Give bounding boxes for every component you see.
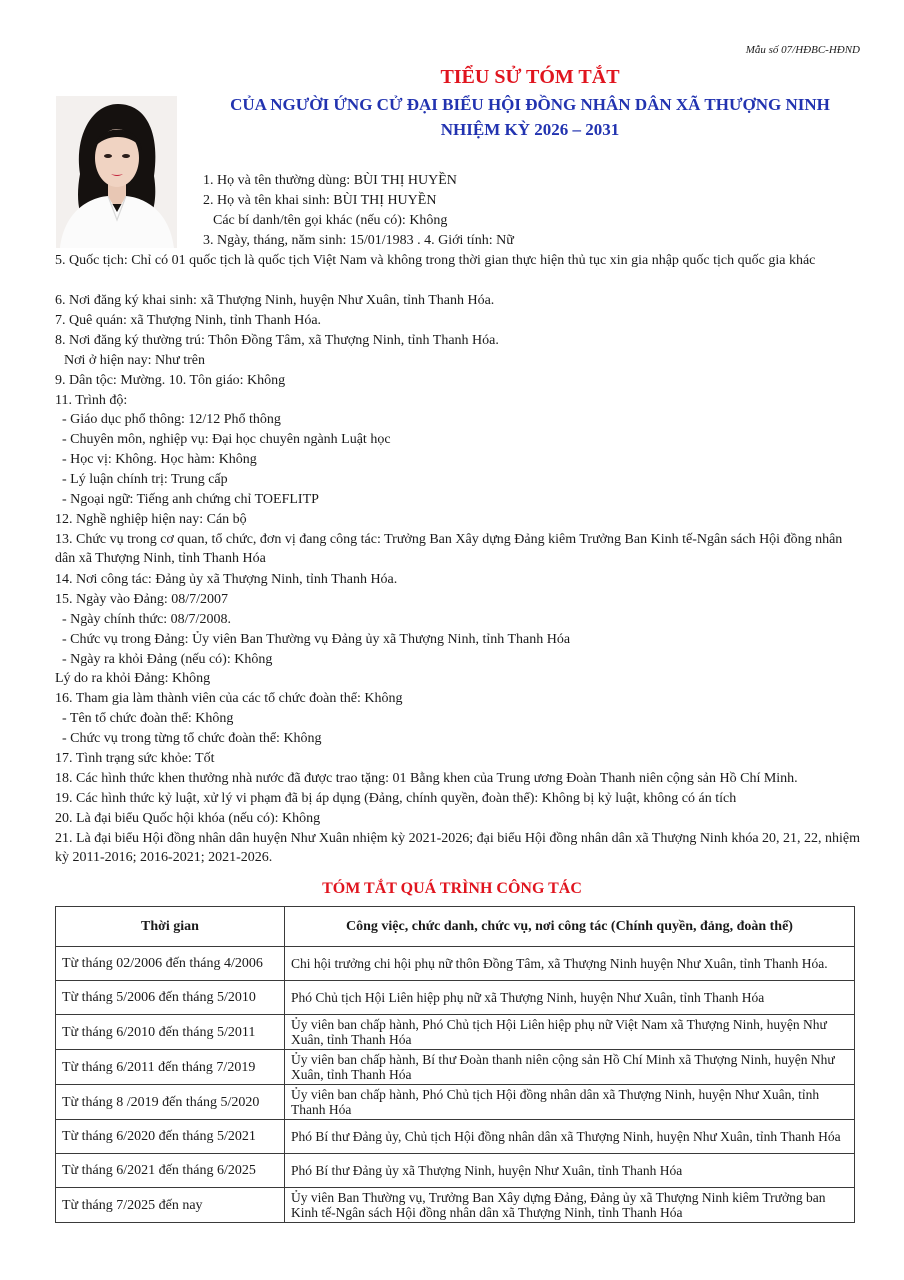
profile-organization-name: - Tên tổ chức đoàn thể: Không xyxy=(62,711,234,726)
profile-awards: 18. Các hình thức khen thưởng nhà nước đã được trao tặng: 01 Bằng khen của Trung ương Đoàn Thanh niên cộng sản Hồ Chí Minh. xyxy=(55,771,798,786)
career-period: Từ tháng 8 /2019 đến tháng 5/2020 xyxy=(56,1085,285,1120)
profile-aliases: Các bí danh/tên gọi khác (nếu có): Không xyxy=(213,213,448,228)
profile-specialization: - Chuyên môn, nghiệp vụ: Đại học chuyên ngành Luật học xyxy=(62,432,391,447)
table-row xyxy=(56,1085,855,1120)
profile-common-name: 1. Họ và tên thường dùng: BÙI THỊ HUYỀN xyxy=(203,173,457,188)
profile-current-residence: Nơi ở hiện nay: Như trên xyxy=(64,353,205,368)
profile-organizations: 16. Tham gia làm thành viên của các tổ chức đoàn thể: Không xyxy=(55,691,403,706)
career-duty: Chi hội trưởng chi hội phụ nữ thôn Đồng Tâm, xã Thượng Ninh huyện Như Xuân, tỉnh Thanh Hóa. xyxy=(285,947,855,981)
profile-birth-registration: 6. Nơi đăng ký khai sinh: xã Thượng Ninh, huyện Như Xuân, tỉnh Thanh Hóa. xyxy=(55,293,495,308)
profile-health: 17. Tình trạng sức khỏe: Tốt xyxy=(55,751,215,766)
profile-degree: - Học vị: Không. Học hàm: Không xyxy=(62,452,257,467)
career-period: Từ tháng 6/2021 đến tháng 6/2025 xyxy=(56,1154,285,1188)
career-header-duty: Công việc, chức danh, chức vụ, nơi công tác (Chính quyền, đảng, đoàn thể) xyxy=(285,907,855,947)
profile-ethnicity-religion: 9. Dân tộc: Mường. 10. Tôn giáo: Không xyxy=(55,373,286,388)
table-row xyxy=(56,1050,855,1085)
career-period: Từ tháng 02/2006 đến tháng 4/2006 xyxy=(56,947,285,981)
profile-workplace: 14. Nơi công tác: Đảng ủy xã Thượng Ninh, tỉnh Thanh Hóa. xyxy=(55,572,398,587)
table-row xyxy=(56,1154,855,1188)
table-row xyxy=(56,981,855,1015)
document-subtitle: CỦA NGƯỜI ỨNG CỬ ĐẠI BIỂU HỘI ĐỒNG NHÂN DÂN XÃ THƯỢNG NINH xyxy=(230,95,830,114)
profile-permanent-residence: 8. Nơi đăng ký thường trú: Thôn Đồng Tâm, xã Thượng Ninh, tỉnh Thanh Hóa. xyxy=(55,333,499,348)
profile-party-official-date: - Ngày chính thức: 08/7/2008. xyxy=(62,612,231,627)
candidate-portrait xyxy=(56,96,177,248)
career-table xyxy=(55,906,855,1223)
profile-party-join-date: 15. Ngày vào Đảng: 08/7/2007 xyxy=(55,592,229,607)
career-duty: Phó Chủ tịch Hội Liên hiệp phụ nữ xã Thượng Ninh, huyện Như Xuân, tỉnh Thanh Hóa xyxy=(285,981,855,1015)
career-section-title: TÓM TẮT QUÁ TRÌNH CÔNG TÁC xyxy=(322,880,582,897)
profile-general-education: - Giáo dục phổ thông: 12/12 Phổ thông xyxy=(62,412,281,427)
career-duty: Ủy viên Ban Thường vụ, Trưởng Ban Xây dựng Đảng, Đảng ủy xã Thượng Ninh kiêm Trưởng ban Kinh tế-Ngân sách Hội đồng nhân dân xã Thượng Ninh, tỉnh Thanh Hóa xyxy=(285,1188,855,1223)
profile-party-leave-date: - Ngày ra khỏi Đảng (nếu có): Không xyxy=(62,652,273,667)
profile-council-membership: 21. Là đại biểu Hội đồng nhân dân huyện Như Xuân nhiệm kỳ 2021-2026; đại biểu Hội đồng nhân dân xã Thượng Ninh khóa 20, 21, 22, nhiệm kỳ 2011-2016; 2016-2021; 2021-2026. xyxy=(55,831,861,865)
profile-occupation: 12. Nghề nghiệp hiện nay: Cán bộ xyxy=(55,512,247,527)
career-duty: Ủy viên ban chấp hành, Phó Chủ tịch Hội Liên hiệp phụ nữ Việt Nam xã Thượng Ninh, huyện Như Xuân, tỉnh Thanh Hóa xyxy=(285,1015,855,1050)
profile-nationality: 5. Quốc tịch: Chỉ có 01 quốc tịch là quốc tịch Việt Nam và không trong thời gian thực hiện thủ tục xin gia nhập quốc tịch quốc gia khác xyxy=(55,253,816,268)
profile-birth-name: 2. Họ và tên khai sinh: BÙI THỊ HUYỀN xyxy=(203,193,437,208)
table-row xyxy=(56,1188,855,1223)
profile-party-position: - Chức vụ trong Đảng: Ủy viên Ban Thường vụ Đảng ủy xã Thượng Ninh, tỉnh Thanh Hóa xyxy=(62,632,571,647)
document-title: TIỂU SỬ TÓM TẮT xyxy=(440,66,620,88)
profile-dob-gender: 3. Ngày, tháng, năm sinh: 15/01/1983 . 4. Giới tính: Nữ xyxy=(203,233,514,248)
profile-party-leave-reason: Lý do ra khỏi Đảng: Không xyxy=(55,671,211,686)
profile-education-heading: 11. Trình độ: xyxy=(55,393,128,408)
career-period: Từ tháng 7/2025 đến nay xyxy=(56,1188,285,1223)
table-row xyxy=(56,1120,855,1154)
profile-position: 13. Chức vụ trong cơ quan, tổ chức, đơn vị đang công tác: Trưởng Ban Xây dựng Đảng kiêm Trưởng Ban Kinh tế-Ngân sách Hội đồng nhân dân xã Thượng Ninh, tỉnh Thanh Hóa xyxy=(55,532,843,566)
profile-organization-role: - Chức vụ trong từng tổ chức đoàn thể: Không xyxy=(62,731,322,746)
form-code: Mẫu số 07/HĐBC-HĐND xyxy=(745,44,860,56)
career-duty: Phó Bí thư Đảng ủy xã Thượng Ninh, huyện Như Xuân, tỉnh Thanh Hóa xyxy=(285,1154,855,1188)
career-table-header xyxy=(56,907,855,947)
career-period: Từ tháng 5/2006 đến tháng 5/2010 xyxy=(56,981,285,1015)
career-period: Từ tháng 6/2020 đến tháng 5/2021 xyxy=(56,1120,285,1154)
table-row xyxy=(56,947,855,981)
career-duty: Phó Bí thư Đảng ủy, Chủ tịch Hội đồng nhân dân xã Thượng Ninh, huyện Như Xuân, tỉnh Thanh Hóa xyxy=(285,1120,855,1154)
profile-foreign-language: - Ngoại ngữ: Tiếng anh chứng chỉ TOEFLITP xyxy=(62,492,319,507)
career-header-period: Thời gian xyxy=(56,907,285,947)
profile-national-assembly: 20. Là đại biểu Quốc hội khóa (nếu có): Không xyxy=(55,811,321,826)
career-period: Từ tháng 6/2010 đến tháng 5/2011 xyxy=(56,1015,285,1050)
profile-political-theory: - Lý luận chính trị: Trung cấp xyxy=(62,472,228,487)
table-row xyxy=(56,1015,855,1050)
document-term: NHIỆM KỲ 2026 – 2031 xyxy=(440,120,620,139)
career-period: Từ tháng 6/2011 đến tháng 7/2019 xyxy=(56,1050,285,1085)
profile-discipline: 19. Các hình thức kỷ luật, xử lý vi phạm đã bị áp dụng (Đảng, chính quyền, đoàn thể): Không bị kỷ luật, không có án tích xyxy=(55,791,737,806)
profile-hometown: 7. Quê quán: xã Thượng Ninh, tỉnh Thanh Hóa. xyxy=(55,313,322,328)
career-duty: Ủy viên ban chấp hành, Bí thư Đoàn thanh niên cộng sản Hồ Chí Minh xã Thượng Ninh, huyện Như Xuân, tỉnh Thanh Hóa xyxy=(285,1050,855,1085)
career-duty: Ủy viên ban chấp hành, Phó Chủ tịch Hội đồng nhân dân xã Thượng Ninh, huyện Như Xuân, tỉnh Thanh Hóa xyxy=(285,1085,855,1120)
